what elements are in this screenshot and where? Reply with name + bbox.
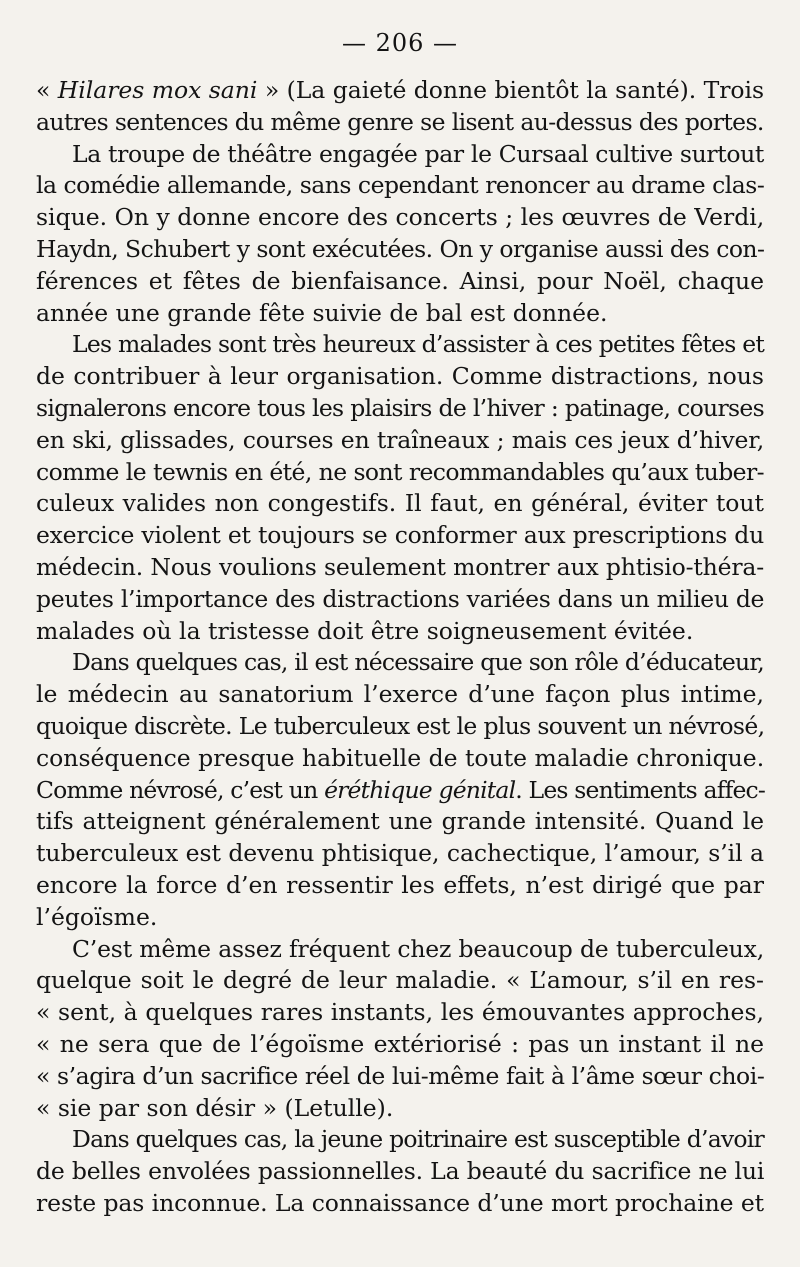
text-line: reste pas inconnue. La connaissance d’une mort prochaine et bbox=[36, 1188, 764, 1217]
text-line: exercice violent et toujours se conformer aux prescriptions du bbox=[36, 521, 764, 550]
text-line: tifs atteignent généralement une grande intensité. Quand le bbox=[36, 807, 764, 836]
text-line: de belles envolées passionnelles. La beauté du sacrifice ne lui bbox=[36, 1157, 765, 1186]
text-line: l’égoïsme. bbox=[36, 902, 158, 931]
text-line: « s’agira d’un sacrifice réel de lui-même fait à l’âme sœur choi- bbox=[36, 1061, 765, 1090]
text-line: le médecin au sanatorium l’exerce d’une façon plus intime, bbox=[36, 680, 764, 709]
text-line: Comme névrosé, c’est un éréthique génital. Les sentiments affec- bbox=[36, 775, 765, 804]
text-line: Dans quelques cas, la jeune poitrinaire est susceptible d’avoir bbox=[72, 1125, 764, 1154]
text-line: année une grande fête suivie de bal est donnée. bbox=[36, 298, 608, 327]
text-line: tuberculeux est devenu phtisique, cachectique, l’amour, s’il a bbox=[36, 839, 764, 868]
text-line: C’est même assez fréquent chez beaucoup de tuberculeux, bbox=[72, 934, 764, 963]
text-line: « sie par son désir » (Letulle). bbox=[36, 1093, 394, 1122]
text-line: Haydn, Schubert y sont exécutées. On y organise aussi des con- bbox=[36, 234, 765, 263]
text-line: « sent, à quelques rares instants, les émouvantes approches, bbox=[36, 998, 764, 1027]
text-line: en ski, glissades, courses en traîneaux ; mais ces jeux d’hiver, bbox=[36, 425, 765, 454]
text-line: « ne sera que de l’égoïsme extériorisé : pas un instant il ne bbox=[36, 1029, 764, 1058]
text-line: autres sentences du même genre se lisent au-dessus des portes. bbox=[36, 107, 764, 136]
italic-phrase: éréthique génital bbox=[324, 775, 516, 804]
text-line: La troupe de théâtre engagée par le Cursaal cultive surtout bbox=[72, 139, 764, 168]
text-line: Dans quelques cas, il est nécessaire que son rôle d’éducateur, bbox=[72, 648, 764, 677]
text-line: médecin. Nous voulions seulement montrer aux phtisio-théra- bbox=[36, 552, 764, 581]
text-line: quoique discrète. Le tuberculeux est le plus souvent un névrosé, bbox=[36, 711, 765, 740]
text-line: la comédie allemande, sans cependant renoncer au drame clas- bbox=[36, 171, 765, 200]
text-line: encore la force d’en ressentir les effets, n’est dirigé que par bbox=[36, 870, 764, 899]
text-line: culeux valides non congestifs. Il faut, en général, éviter tout bbox=[36, 489, 764, 518]
text-line: comme le tewnis en été, ne sont recommandables qu’aux tuber- bbox=[36, 457, 764, 486]
text-line: quelque soit le degré de leur maladie. « L’amour, s’il en res- bbox=[36, 966, 764, 995]
text-line: signalerons encore tous les plaisirs de l’hiver : patinage, courses bbox=[36, 393, 764, 422]
text-line: malades où la tristesse doit être soigneusement évitée. bbox=[36, 616, 694, 645]
text-line: sique. On y donne encore des concerts ; les œuvres de Verdi, bbox=[36, 203, 765, 232]
text-line: peutes l’importance des distractions variées dans un milieu de bbox=[36, 584, 765, 613]
text-line: férences et fêtes de bienfaisance. Ainsi, pour Noël, chaque bbox=[36, 266, 764, 295]
text-line: de contribuer à leur organisation. Comme distractions, nous bbox=[36, 362, 764, 391]
text-line: Les malades sont très heureux d’assister à ces petites fêtes et bbox=[72, 330, 764, 359]
body-text bbox=[36, 75, 764, 1220]
text-line: « Hilares mox sani » (La gaieté donne bientôt la santé). Trois bbox=[36, 76, 765, 104]
page-number: — 206 — bbox=[341, 29, 459, 57]
text-line: conséquence presque habituelle de toute maladie chronique. bbox=[36, 743, 765, 772]
italic-phrase: Hilares mox sani bbox=[57, 76, 258, 104]
